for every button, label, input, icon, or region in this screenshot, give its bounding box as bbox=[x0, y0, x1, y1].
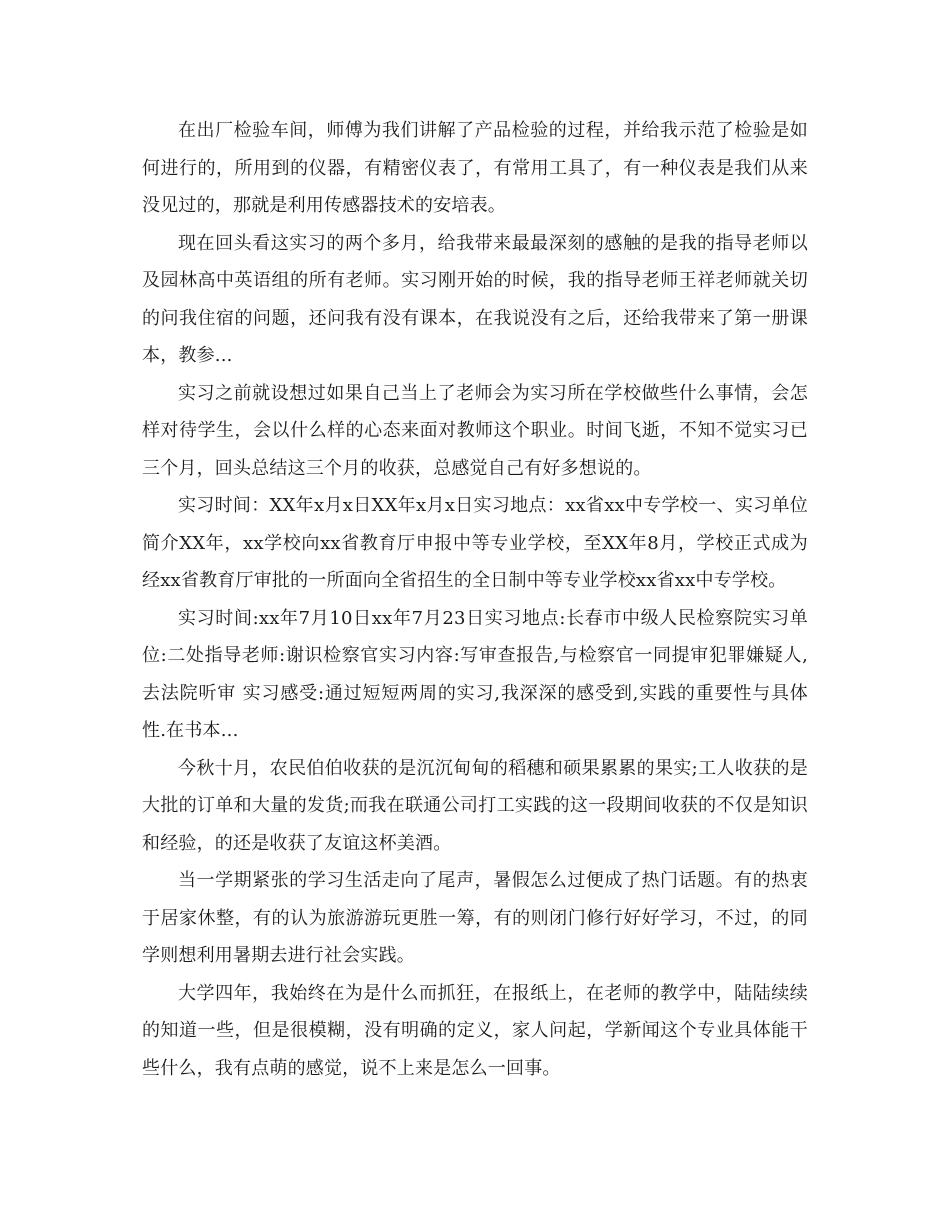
paragraph-7: 当一学期紧张的学习生活走向了尾声，暑假怎么过便成了热门话题。有的热衷于居家休整，有的认为旅游游玩更胜一筹，有的则闭门修行好好学习，不过，的同学则想利用暑期去进行社会实践。 bbox=[142, 870, 808, 966]
paragraph-3: 实习之前就设想过如果自己当上了老师会为实习所在学校做些什么事情，会怎样对待学生，会以什么样的心态来面对教师这个职业。时间飞逝，不知不觉实习已三个月，回头总结这三个月的收获，总感觉自己有好多想说的。 bbox=[142, 382, 808, 479]
paragraph-4: 实习时间：XX年x月x日XX年x月x日实习地点：xx省xx中专学校一、实习单位简介XX年，xx学校向xx省教育厅申报中等专业学校，至XX年8月，学校正式成为经xx省教育厅审批的一所面向全省招生的全日制中等专业学校xx省xx中专学校。 bbox=[142, 495, 808, 591]
paragraph-5: 实习时间:xx年7月10日xx年7月23日实习地点:长春市中级人民检察院实习单位:二处指导老师:谢识检察官实习内容:写审查报告,与检察官一同提审犯罪嫌疑人,去法院听审 实习感受:通过短短两周的实习,我深深的感受到,实践的重要性与具体性.在书本... bbox=[142, 607, 808, 741]
paragraph-8: 大学四年，我始终在为是什么而抓狂，在报纸上，在老师的教学中，陆陆续续的知道一些，但是很模糊，没有明确的定义，家人问起，学新闻这个专业具体能干些什么，我有点萌的感觉，说不上来是怎么一回事。 bbox=[142, 982, 808, 1079]
paragraph-1: 在出厂检验车间，师傅为我们讲解了产品检验的过程，并给我示范了检验是如何进行的，所用到的仪器，有精密仪表了，有常用工具了，有一种仪表是我们从来没见过的，那就是利用传感器技术的安培表。 bbox=[142, 120, 808, 216]
paragraph-2: 现在回头看这实习的两个多月，给我带来最最深刻的感触的是我的指导老师以及园林高中英语组的所有老师。实习刚开始的时候，我的指导老师王祥老师就关切的问我住宿的问题，还问我有没有课本，在我说没有之后，还给我带来了第一册课本，教参... bbox=[142, 232, 808, 366]
paragraph-6: 今秋十月，农民伯伯收获的是沉沉甸甸的稻穗和硕果累累的果实;工人收获的是大批的订单和大量的发货;而我在联通公司打工实践的这一段期间收获的不仅是知识和经验，的还是收获了友谊这杯美酒。 bbox=[142, 757, 808, 854]
